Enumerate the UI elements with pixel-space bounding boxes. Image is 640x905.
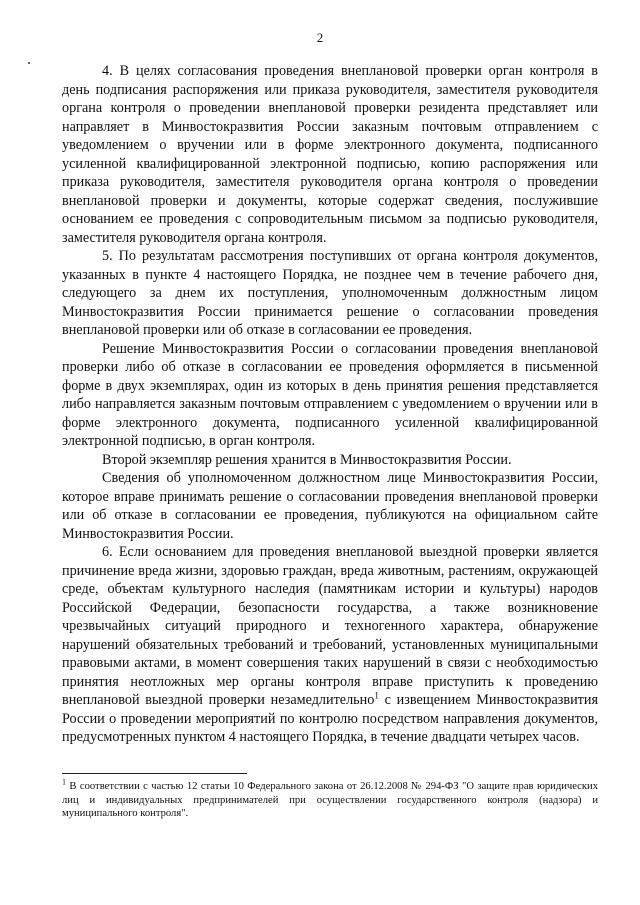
paragraph-second-copy: Второй экземпляр решения хранится в Минвостокразвития России. [102,451,512,468]
paragraph-decision: Решение Минвостокразвития России о согласовании проведения внеплановой проверки либо об отказе в согласовании ее проведения оформляется в письменной форме в двух экземплярах, один из которых в день принятия решения представляется либо направляется заказным почтовым отправлением с уведомлением о вручении или в форме электронного документа, подписанного усиленной квалифицированной электронной подписью, в орган контроля. [62,340,598,449]
document-body [62,62,598,747]
footnote-reference: 1 [374,690,379,701]
page-number: 2 [316,30,324,45]
paragraph-6-text-end: с извещением Минвостокразвития России о проведении мероприятий по контролю посредством направления документов, предусмотренных пунктом 4 настоящего Порядка, в течение двадцати четырех часов. [62,692,598,745]
footnote-marker: 1 [62,777,66,787]
paragraph-5: 5. По результатам рассмотрения поступивших от органа контроля документов, указанных в пункте 4 настоящего Порядка, не позднее чем в течение рабочего дня, следующего за днем их поступления, уполномоченным должностным лицом Минвостокразвития России принимается решение о согласовании проведения внеплановой проверки или об отказе в согласовании ее проведения. [62,248,598,338]
footnote-separator [62,773,247,774]
paragraph-6 [62,543,598,747]
scan-speck [28,62,30,64]
footnote-text: В соответствии с частью 12 статьи 10 Федерального закона от 26.12.2008 № 294-ФЗ "О защите прав юридических лиц и индивидуальных предпринимателей при осуществлении государственного контроля (надзора) и муниципального контроля". [62,781,598,819]
paragraph-6-text: 6. Если основанием для проведения внеплановой выездной проверки является причинение вреда жизни, здоровью граждан, вреда животным, растениям, окружающей среде, объектам культурного наследия (памятникам истории и культуры) народов Российской Федерации, безопасности государства, а также возникновение чрезвычайных ситуаций природного и техногенного характера, обнаружение нарушений обязательных требований и требований, установленных муниципальными правовыми актами, в момент совершения таких нарушений в связи с необходимостью принятия неотложных мер органы контроля вправе приступить к проведению внеплановой выездной проверки незамедлительно [62,544,598,708]
paragraph-official-info: Сведения об уполномоченном должностном лице Минвостокразвития России, которое вправе принимать решение о согласовании проведения внеплановой проверки или об отказе в согласовании ее проведения, публикуются на официальном сайте Минвостокразвития России. [62,470,598,542]
footnote [62,777,598,821]
paragraph-4: 4. В целях согласования проведения внеплановой проверки орган контроля в день подписания распоряжения или приказа руководителя, заместителя руководителя органа контроля о проведении внеплановой проверки резидента представляет или направляет в Минвостокразвития России заказным почтовым отправлением с уведомлением о вручении или в форме электронного документа, подписанного усиленной квалифицированной электронной подписью, копию распоряжения или приказа руководителя, заместителя руководителя органа контроля о проведении внеплановой проверки и документы, которые содержат сведения, послужившие основанием ее проведения с сопроводительным письмом за подписью руководителя, заместителя руководителя органа контроля. [62,63,598,246]
